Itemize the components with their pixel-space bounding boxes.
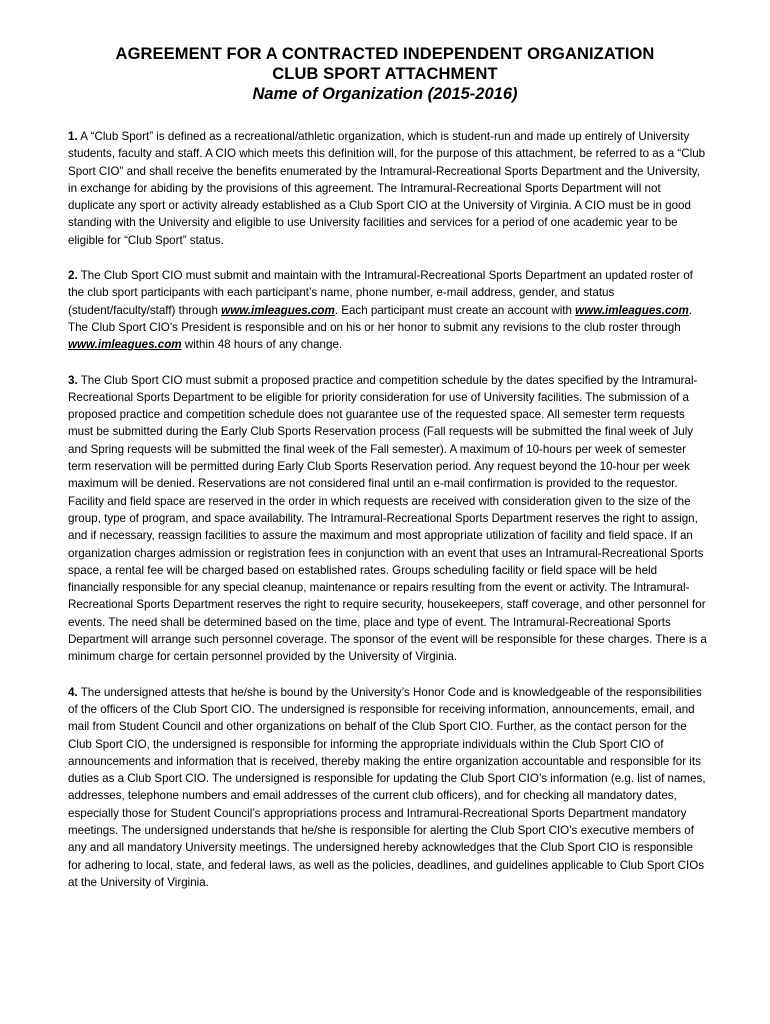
imleagues-link[interactable]: www.imleagues.com: [575, 303, 689, 317]
section-text: . The Club Sport CIO’s President is responsible and on his or her honor to submit any revisions to the club roster through: [68, 303, 693, 334]
document-subtitle: Name of Organization (2015-2016): [252, 85, 518, 103]
imleagues-link[interactable]: www.imleagues.com: [68, 338, 182, 352]
section-number: 2.: [68, 269, 78, 283]
section-text: The undersigned attests that he/she is bound by the University’s Honor Code and is knowledgeable of the responsibilities of the officers of the Club Sport CIO. The undersigned is responsible for receiving information, announcements, email, and mail from Student Council and other organizations on behalf of the Club Sport CIO. Further, as the contact person for the Club Sport CIO, the undersigned is responsible for informing the appropriate individuals within the Club Sport CIO of announcements and information that is received, thereby making the entire organization accountable and responsible for its duties as a Club Sport CIO. The undersigned is responsible for updating the Club Sport CIO’s information (e.g. list of names, addresses, telephone numbers and email addresses of the current club officers), and for checking all mandatory dates, especially those for Student Council’s appropriations process and Intramural-Recreational Sports Department mandatory meetings. The undersigned understands that he/she is responsible for alerting the Club Sport CIO’s executive members of any and all mandatory University meetings. The undersigned hereby acknowledges that the Club Sport CIO is responsible for adhering to local, state, and federal laws, as well as the policies, deadlines, and guidelines applicable to Club Sport CIOs at the University of Virginia.: [68, 685, 706, 889]
imleagues-link[interactable]: www.imleagues.com: [221, 303, 335, 317]
section-text: . Each participant must create an account with: [334, 303, 576, 317]
section-text: The Club Sport CIO must submit a proposed practice and competition schedule by the dates specified by the Intramural-Recreational Sports Department to be eligible for priority consideration for use of University facilities. The submission of a proposed practice and competition schedule does not guarantee use of the requested space. All semester term requests must be submitted during the Early Club Sports Reservation process (Fall requests will be submitted the final week of July and Spring requests will be submitted the final week of the Fall semester). A maximum of 10-hours per week of semester term reservation will be permitted during Early Club Sports Reservation period. Any request beyond the 10-hour per week maximum will be denied. Reservations are not considered final until an e-mail confirmation is provided to the requestor. Facility and field space are reserved in the order in which requests are received with consideration given to the size of the group, type of program, and space availability. The Intramural-Recreational Sports Department reserves the right to assign, and if necessary, reassign facilities to assure the maximum and most appropriate utilization of facility and field space. If an organization charges admission or registration fees in conjunction with an event that uses an Intramural-Recreational Sports space, a rental fee will be charged based on established rates. Groups scheduling facility or field space will be held financially responsible for any special cleanup, maintenance or repairs resulting from the event or activity. The Intramural-Recreational Sports Department reserves the right to require security, housekeepers, staff coverage, and other personnel for events. The need shall be determined based on the time, place and type of event. The Intramural-Recreational Sports Department will arrange such personnel coverage. The sponsor of the event will be responsible for these charges. There is a minimum charge for certain personnel provided by the University of Virginia.: [68, 373, 707, 664]
section-text: The Club Sport CIO must submit and maintain with the Intramural-Recreational Sports Department an updated roster of the club sport participants with each participant’s name, phone number, e-mail address, gender, and status (student/faculty/staff) through: [68, 269, 693, 317]
section-2: [68, 267, 708, 353]
document-body: [68, 128, 708, 909]
section-text: A “Club Sport” is defined as a recreational/athletic organization, which is student-run and made up entirely of University students, faculty and staff. A CIO which meets this definition will, for the purpose of this attachment, be referred to as a “Club Sport CIO” and shall receive the benefits enumerated by the Intramural-Recreational Sports Department and the University, in exchange for abiding by the provisions of this agreement. The Intramural-Recreational Sports Department will not duplicate any sport or activity already established as a Club Sport CIO at the University of Virginia. A CIO must be in good standing with the University and eligible to use University facilities and services for a period of one academic year to be eligible for “Club Sport” status.: [68, 130, 706, 247]
section-number: 3.: [68, 373, 78, 387]
document-title-line-2: CLUB SPORT ATTACHMENT: [272, 65, 498, 83]
section-4: [68, 684, 708, 892]
section-number: 1.: [68, 130, 78, 143]
section-text: within 48 hours of any change.: [181, 338, 343, 352]
section-1: [68, 128, 708, 249]
section-3: [68, 372, 708, 666]
document-title-line-1: AGREEMENT FOR A CONTRACTED INDEPENDENT ORGANIZATION: [115, 45, 655, 63]
section-number: 4.: [68, 685, 78, 699]
title-block: [0, 44, 770, 104]
